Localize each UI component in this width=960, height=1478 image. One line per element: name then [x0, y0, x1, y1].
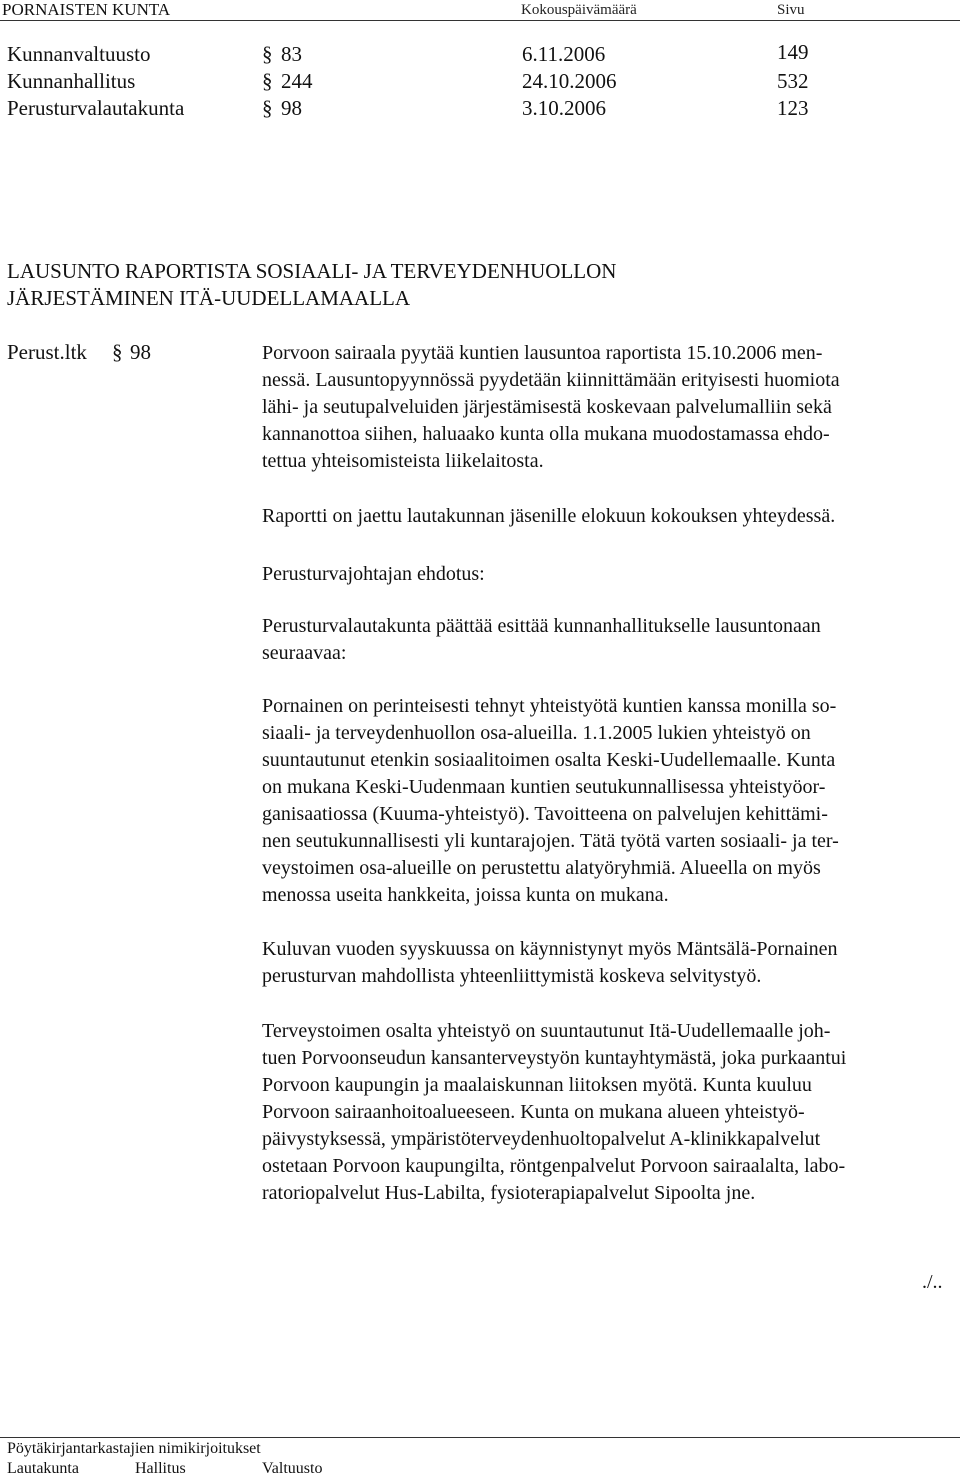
- text-line: kannanottoa siihen, haluaako kunta olla mukana muodostamassa ehdo-: [262, 423, 830, 445]
- register-number: 98: [281, 96, 302, 120]
- footer-column: Hallitus: [135, 1460, 186, 1477]
- register-date: 6.11.2006: [522, 42, 606, 66]
- text-line: Kuluvan vuoden syyskuussa on käynnistynyt myös Mäntsälä-Pornainen: [262, 938, 838, 960]
- organization-name: PORNAISTEN KUNTA: [2, 0, 171, 19]
- register-date: 24.10.2006: [522, 69, 617, 93]
- footer-column: Valtuusto: [262, 1460, 323, 1477]
- paragraph-cooperation: [262, 693, 960, 909]
- text-line: Perusturvalautakunta päättää esittää kunnanhallitukselle lausuntonaan: [262, 615, 821, 637]
- page-column-header: Sivu: [777, 2, 805, 18]
- paragraph-survey: [262, 936, 960, 990]
- case-number: 98: [130, 340, 151, 364]
- heading-text: Perusturvajohtajan ehdotus:: [262, 563, 485, 585]
- case-section-symbol: §: [112, 340, 123, 364]
- register-number: 244: [281, 69, 313, 93]
- section-symbol: §: [262, 69, 273, 93]
- text-line: siaali- ja terveydenhuollon osa-alueilla. 1.1.2005 lukien yhteistyö on: [262, 722, 811, 744]
- register-body: Kunnanhallitus: [7, 69, 136, 93]
- footer-label: Pöytäkirjantarkastajien nimikirjoitukset: [7, 1440, 261, 1457]
- register-body: Kunnanvaltuusto: [7, 42, 151, 66]
- text-line: Porvoon sairaala pyytää kuntien lausuntoa raportista 15.10.2006 men-: [262, 342, 823, 364]
- case-body: Perust.ltk: [7, 340, 87, 364]
- register-body: Perusturvalautakunta: [7, 96, 185, 120]
- text-line: on mukana Keski-Uudenmaan kuntien seutukunnallisessa yhteistyöor-: [262, 776, 826, 798]
- text-line: nen seutukunnallisesti yli kuntarajojen. Tätä työtä varten sosiaali- ja ter-: [262, 830, 839, 852]
- text-line: tuen Porvoonseudun kansanterveystyön kuntayhtymästä, joka purkaantui: [262, 1047, 847, 1069]
- text-line: Pornainen on perinteisesti tehnyt yhteistyötä kuntien kanssa monilla so-: [262, 695, 837, 717]
- text-line: ostetaan Porvoon kaupungilta, röntgenpalvelut Porvoon sairaalalta, labo-: [262, 1155, 846, 1177]
- document-title: [7, 258, 616, 312]
- register-date: 3.10.2006: [522, 96, 606, 120]
- paragraph-health: [262, 1018, 960, 1207]
- text-line: menossa useita hankkeita, joissa kunta on mukana.: [262, 884, 669, 906]
- register-page: 149: [777, 40, 809, 64]
- section-symbol: §: [262, 42, 273, 66]
- text-line: Raportti on jaettu lautakunnan jäsenille elokuun kokouksen yhteydessä.: [262, 505, 836, 527]
- footer-column: Lautakunta: [7, 1460, 79, 1477]
- text-line: päivystyksessä, ympäristöterveydenhuoltopalvelut A-klinikkapalvelut: [262, 1128, 821, 1150]
- meeting-date-column-header: Kokouspäivämäärä: [521, 2, 637, 18]
- title-line: LAUSUNTO RAPORTISTA SOSIAALI- JA TERVEYDENHUOLLON: [7, 259, 617, 283]
- text-line: Porvoon kaupungin ja maalaiskunnan liitoksen myötä. Kunta kuuluu: [262, 1074, 812, 1096]
- paragraph-request: [262, 340, 960, 475]
- text-line: nessä. Lausuntopyynnössä pyydetään kiinnittämään erityisesti huomiota: [262, 369, 840, 391]
- text-line: tettua yhteisomisteista liikelaitosta.: [262, 450, 544, 472]
- section-symbol: §: [262, 96, 273, 120]
- text-line: veystoimen osa-alueille on perustettu alatyöryhmiä. Alueella on myös: [262, 857, 821, 879]
- text-line: ganisaatiossa (Kuuma-yhteistyö). Tavoitteena on palvelujen kehittämi-: [262, 803, 828, 825]
- text-line: Porvoon sairaanhoitoalueeseen. Kunta on mukana alueen yhteistyö-: [262, 1101, 805, 1123]
- text-line: perusturvan mahdollista yhteenliittymistä koskeva selvitystyö.: [262, 965, 762, 987]
- header-rule: [0, 20, 960, 21]
- text-line: Terveystoimen osalta yhteistyö on suuntautunut Itä-Uudellemaalle joh-: [262, 1020, 831, 1042]
- register-number: 83: [281, 42, 302, 66]
- register-page: 532: [777, 69, 809, 93]
- footer-rule: [0, 1437, 960, 1438]
- text-line: suuntautunut etenkin sosiaalitoimen osalta Keski-Uudellemaalle. Kunta: [262, 749, 836, 771]
- text-line: lähi- ja seutupalveluiden järjestämisestä koskevaan palvelumalliin sekä: [262, 396, 832, 418]
- paragraph-report: [262, 503, 960, 530]
- text-line: ratoriopalvelut Hus-Labilta, fysioterapiapalvelut Sipoolta jne.: [262, 1182, 756, 1204]
- title-line: JÄRJESTÄMINEN ITÄ-UUDELLAMAALLA: [7, 286, 411, 310]
- continuation-mark: ./..: [922, 1271, 943, 1293]
- register-page: 123: [777, 96, 809, 120]
- text-line: seuraavaa:: [262, 642, 347, 664]
- proposal-heading: [262, 563, 960, 586]
- paragraph-decision: [262, 613, 960, 667]
